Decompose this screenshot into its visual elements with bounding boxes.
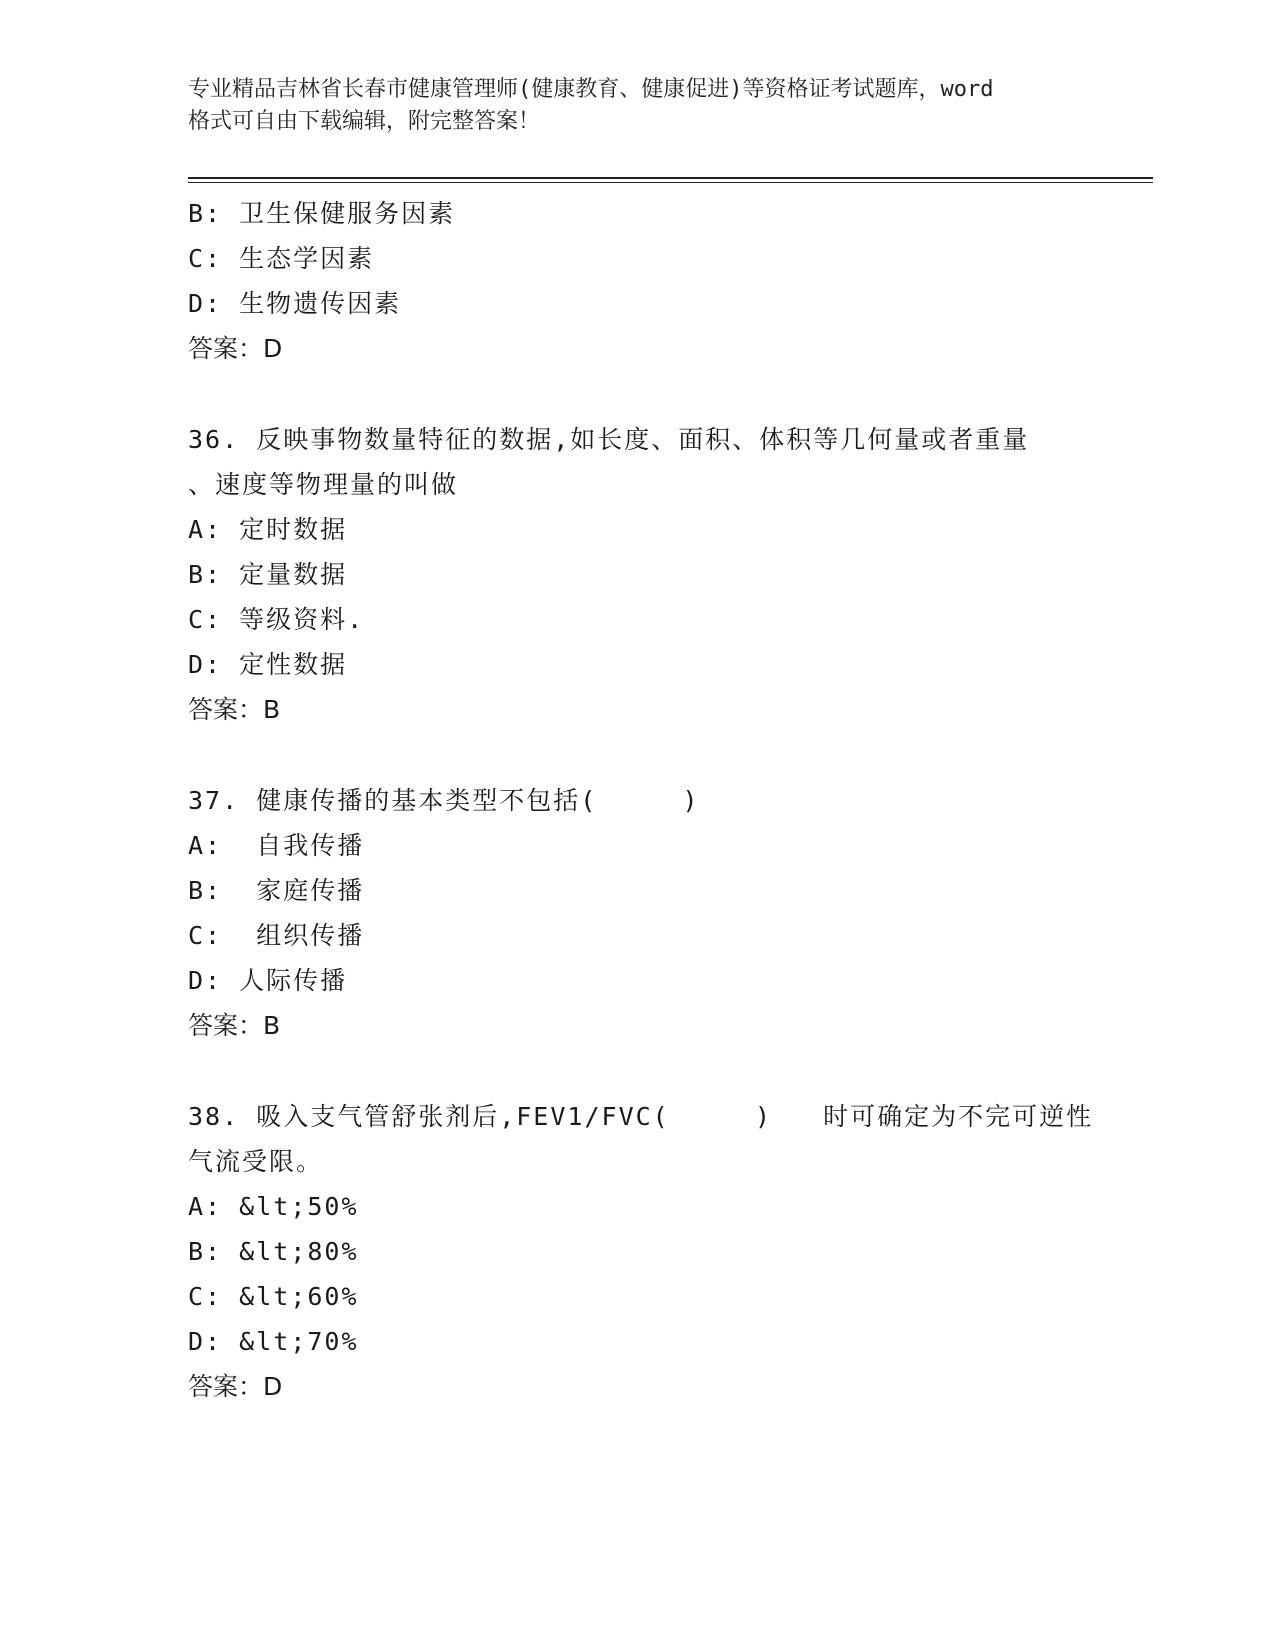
option-b: B: 家庭传播 xyxy=(188,876,365,905)
option-d: D: &lt;70% xyxy=(188,1327,359,1356)
option-b: B: 卫生保健服务因素 xyxy=(188,199,456,228)
question-38 xyxy=(188,1094,1094,1409)
option-c: C: 生态学因素 xyxy=(188,244,375,273)
option-a: A: &lt;50% xyxy=(188,1192,359,1221)
answer-line: 答案：D xyxy=(188,1372,283,1401)
question-36 xyxy=(188,417,1088,732)
question-stem: 37. 健康传播的基本类型不包括( ) xyxy=(188,786,700,815)
question-37 xyxy=(188,778,1088,1048)
header-line-2: 格式可自由下载编辑，附完整答案！ xyxy=(188,109,541,134)
option-b: B: 定量数据 xyxy=(188,560,348,589)
header-rule-thin xyxy=(188,182,1153,183)
question-stem: 、速度等物理量的叫做 xyxy=(188,470,459,499)
option-c: C: 组织传播 xyxy=(188,921,365,950)
option-d: D: 生物遗传因素 xyxy=(188,289,402,318)
option-c: C: 等级资料. xyxy=(188,605,365,634)
header-rule-thick xyxy=(188,177,1153,179)
question-stem: 38. 吸入支气管舒张剂后,FEV1/FVC( ) 时可确定为不完可逆性 xyxy=(188,1102,1094,1131)
document-header xyxy=(188,74,1088,138)
answer-line: 答案：B xyxy=(188,695,281,724)
header-line-1: 专业精品吉林省长春市健康管理师(健康教育、健康促进)等资格证考试题库，word xyxy=(188,77,994,102)
answer-line: 答案：D xyxy=(188,334,283,363)
option-d: D: 定性数据 xyxy=(188,650,348,679)
question-stem: 气流受限。 xyxy=(188,1147,324,1176)
option-a: A: 定时数据 xyxy=(188,515,348,544)
option-b: B: &lt;80% xyxy=(188,1237,359,1266)
question-stem: 36. 反映事物数量特征的数据,如长度、面积、体积等几何量或者重量 xyxy=(188,425,1030,454)
option-c: C: &lt;60% xyxy=(188,1282,359,1311)
option-d: D: 人际传播 xyxy=(188,966,348,995)
option-a: A: 自我传播 xyxy=(188,831,365,860)
answer-line: 答案：B xyxy=(188,1011,281,1040)
question-list xyxy=(188,191,1094,1409)
question-35-tail xyxy=(188,191,1088,371)
